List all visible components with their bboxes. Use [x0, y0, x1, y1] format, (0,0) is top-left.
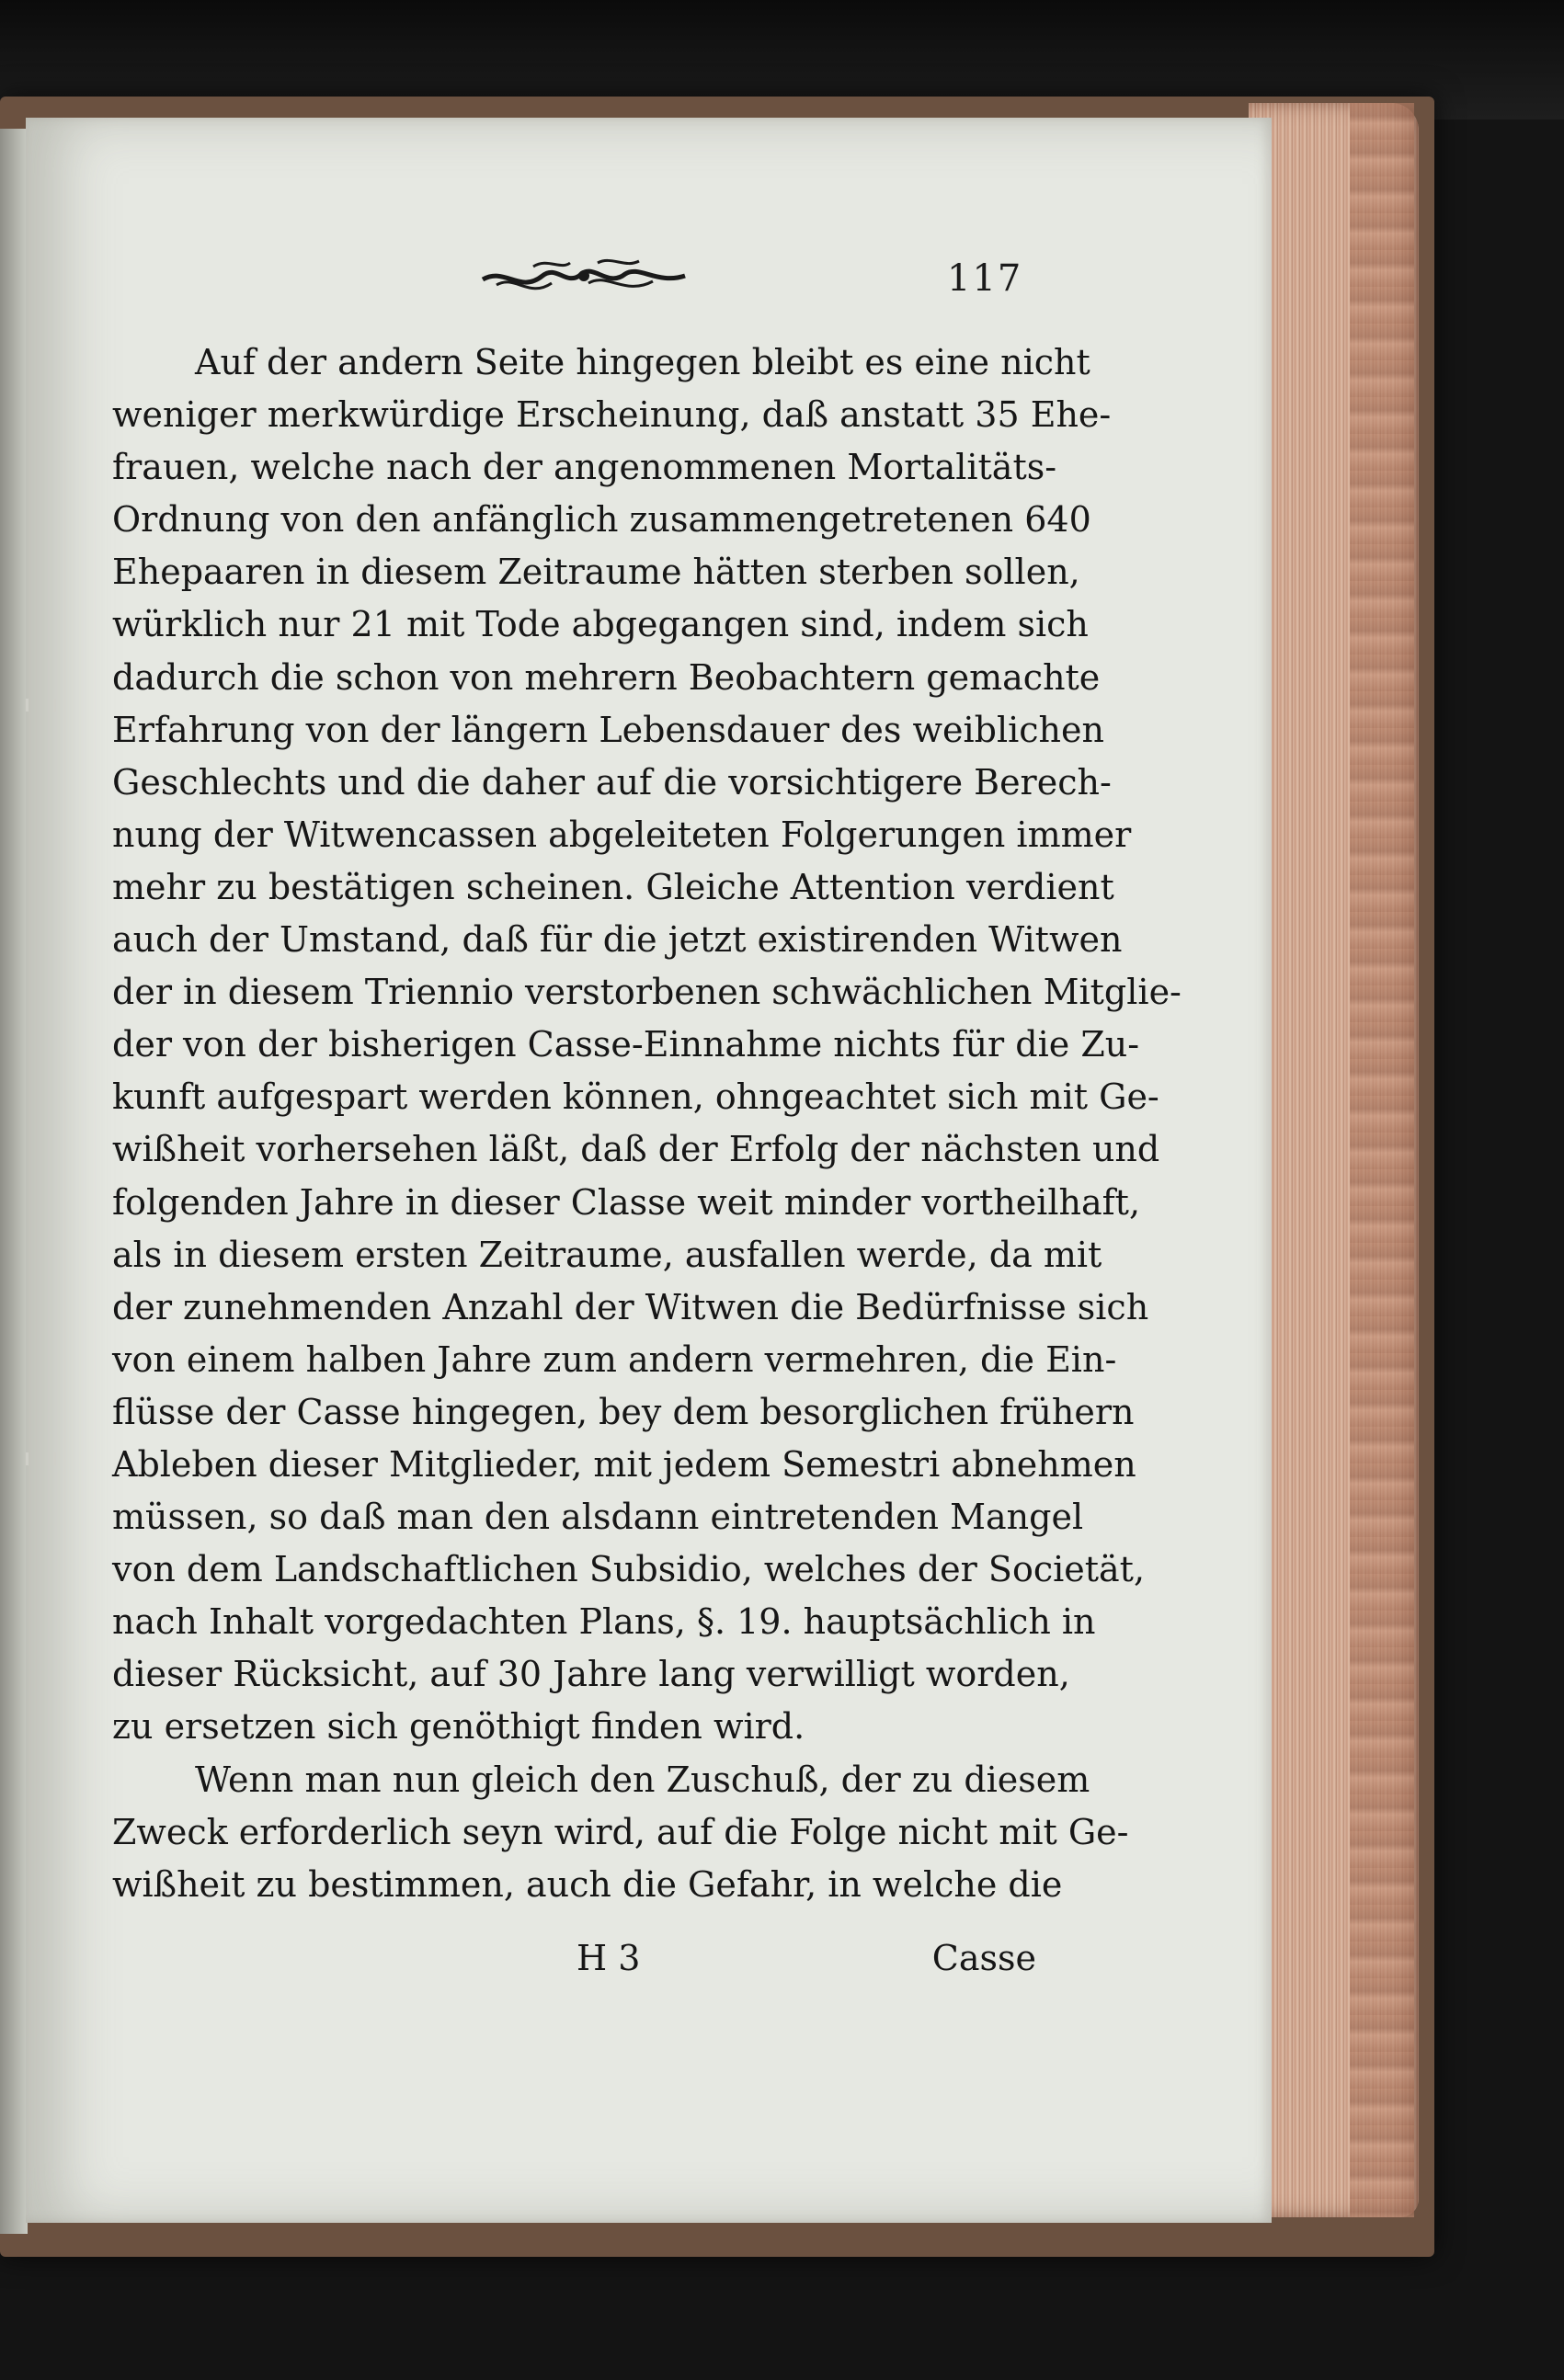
- text-line: folgenden Jahre in dieser Classe weit minder vortheilhaft,: [112, 1181, 1141, 1223]
- text-line: Ableben dieser Mitglieder, mit jedem Semestri abnehmen: [112, 1443, 1136, 1485]
- page-edges: [1249, 103, 1419, 2217]
- text-line: wißheit vorhersehen läßt, daß der Erfolg der nächsten und: [112, 1129, 1160, 1170]
- text-line: Zweck erforderlich seyn wird, auf die Folge nicht mit Ge-: [112, 1811, 1129, 1852]
- margin-mark: [26, 699, 29, 712]
- text-line: würklich nur 21 mit Tode abgegangen sind, indem sich: [112, 604, 1089, 645]
- text-line: von dem Landschaftlichen Subsidio, welches der Societät,: [112, 1549, 1146, 1590]
- text-line: Wenn man nun gleich den Zuschuß, der zu diesem: [195, 1759, 1090, 1800]
- text-line: wißheit zu bestimmen, auch die Gefahr, in welche die: [112, 1863, 1063, 1905]
- text-line: nach Inhalt vorgedachten Plans, §. 19. hauptsächlich in: [112, 1601, 1096, 1643]
- signature-mark: H 3: [577, 1938, 641, 1978]
- text-line: flüsse der Casse hingegen, bey dem besorglichen frühern: [112, 1391, 1135, 1432]
- text-line: frauen, welche nach der angenommenen Mortalitäts-: [112, 447, 1057, 488]
- text-line: Ehepaaren in diesem Zeitraume hätten sterben sollen,: [112, 552, 1080, 593]
- text-line: der von der bisherigen Casse-Einnahme nichts für die Zu-: [112, 1024, 1140, 1065]
- text-line: kunft aufgespart werden können, ohngeachtet sich mit Ge-: [112, 1076, 1159, 1118]
- text-line: dadurch die schon von mehrern Beobachtern gemachte: [112, 656, 1101, 698]
- catchword: Casse: [931, 1938, 1036, 1978]
- text-line: Ordnung von den anfänglich zusammengetretenen 640: [112, 499, 1091, 541]
- text-line: als in diesem ersten Zeitraume, ausfallen werde, da mit: [112, 1234, 1102, 1275]
- text-line: der in diesem Triennio verstorbenen schwächlichen Mitglie-: [112, 972, 1182, 1013]
- margin-mark: [53, 699, 56, 712]
- text-line: nung der Witwencassen abgeleiteten Folgerungen immer: [112, 814, 1132, 855]
- margin-mark: [53, 1452, 56, 1465]
- text-line: mehr zu bestätigen scheinen. Gleiche Attention verdient: [112, 866, 1114, 907]
- text-line: weniger merkwürdige Erscheinung, daß anstatt 35 Ehe-: [112, 394, 1112, 436]
- page-footer: [112, 1938, 1036, 1993]
- text-line: von einem halben Jahre zum andern vermehren, die Ein-: [112, 1338, 1117, 1380]
- body-text: [112, 336, 1182, 1911]
- worn-edge: [1350, 103, 1414, 2217]
- text-line: Erfahrung von der längern Lebensdauer des weiblichen: [112, 709, 1104, 750]
- text-line: dieser Rücksicht, auf 30 Jahre lang verwilligt worden,: [112, 1654, 1070, 1695]
- printer-ornament-icon: [478, 248, 690, 303]
- text-line: müssen, so daß man den alsdann eintretenden Mangel: [112, 1497, 1084, 1538]
- page-number: 117: [947, 257, 1023, 300]
- margin-mark: [26, 1452, 29, 1465]
- text-line: Auf der andern Seite hingegen bleibt es eine nicht: [195, 342, 1090, 382]
- text-line: zu ersetzen sich genöthigt finden wird.: [112, 1706, 805, 1748]
- text-line: auch der Umstand, daß für die jetzt existirenden Witwen: [112, 919, 1123, 961]
- text-line: der zunehmenden Anzahl der Witwen die Bedürfnisse sich: [112, 1286, 1149, 1327]
- text-line: Geschlechts und die daher auf die vorsichtigere Berech-: [112, 761, 1112, 803]
- previous-page-edge: [0, 129, 28, 2234]
